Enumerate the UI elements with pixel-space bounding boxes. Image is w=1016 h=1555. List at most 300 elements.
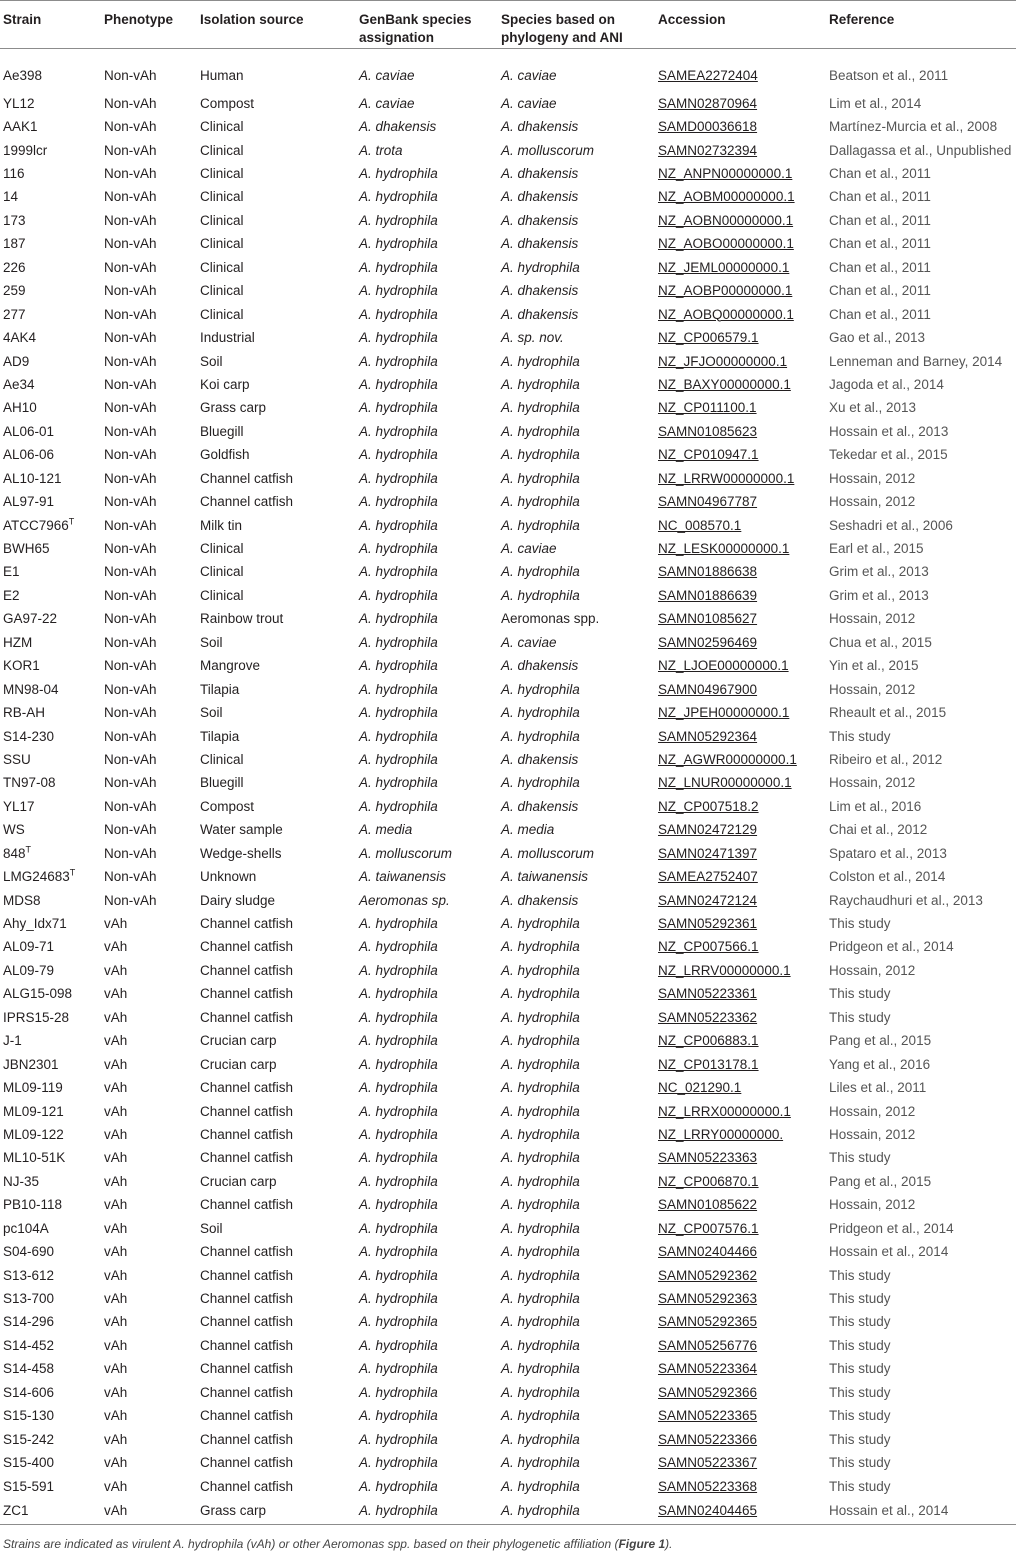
accession-cell[interactable] — [655, 1287, 826, 1310]
genbank-species-cell: A. hydrophila — [359, 236, 438, 252]
accession-link[interactable]: NZ_CP007566.1 — [658, 939, 759, 955]
accession-cell[interactable] — [655, 115, 826, 138]
strain-cell — [0, 514, 101, 537]
accession-link[interactable]: NZ_AOBP00000000.1 — [658, 283, 793, 299]
accession-cell[interactable] — [655, 655, 826, 678]
accession-cell[interactable] — [655, 725, 826, 748]
isolation-source-cell: Soil — [200, 353, 223, 369]
phylogeny-species-cell: A. hydrophila — [501, 423, 580, 439]
strain-cell: AL09-79 — [3, 962, 55, 978]
phylogeny-species-cell: A. hydrophila — [501, 1478, 580, 1494]
accession-link[interactable]: SAMN05223367 — [658, 1455, 758, 1471]
accession-link[interactable]: SAMN02870964 — [658, 95, 758, 111]
accession-cell[interactable] — [655, 1451, 826, 1474]
phylogeny-species-cell: A. hydrophila — [501, 1033, 580, 1049]
phylogeny-species-cell: A. hydrophila — [501, 517, 580, 533]
accession-cell[interactable] — [655, 537, 826, 560]
strain-cell: 173 — [3, 212, 26, 228]
reference-cell: Chan et al., 2011 — [829, 212, 931, 228]
accession-link[interactable]: NZ_AOBO00000000.1 — [658, 236, 794, 252]
phenotype-cell: Non-vAh — [104, 283, 157, 299]
isolation-source-cell: Clinical — [200, 236, 244, 252]
accession-link[interactable]: SAMN04967900 — [658, 681, 758, 697]
table-row — [0, 819, 1016, 842]
genbank-species-cell: A. hydrophila — [359, 494, 438, 510]
phenotype-cell: vAh — [104, 1337, 128, 1353]
phenotype-cell: Non-vAh — [104, 259, 157, 275]
phenotype-cell: vAh — [104, 1455, 128, 1471]
isolation-source-cell: Channel catfish — [200, 939, 294, 955]
table-row — [0, 1170, 1016, 1193]
header-strain: Strain — [0, 1, 101, 49]
strain-cell: J-1 — [3, 1033, 22, 1049]
phenotype-cell: Non-vAh — [104, 658, 157, 674]
accession-cell[interactable] — [655, 467, 826, 490]
header-reference: Reference — [826, 1, 1016, 49]
accession-link[interactable]: SAMN02471397 — [658, 845, 758, 861]
accession-cell[interactable] — [655, 209, 826, 232]
accession-link[interactable]: SAMN05292365 — [658, 1314, 758, 1330]
reference-cell: Yin et al., 2015 — [829, 658, 919, 674]
genbank-species-cell: A. hydrophila — [359, 1455, 438, 1471]
phylogeny-species-cell: A. hydrophila — [501, 1384, 580, 1400]
accession-cell[interactable] — [655, 701, 826, 724]
phylogeny-species-cell: A. dhakensis — [501, 283, 579, 299]
accession-link[interactable]: SAMN05256776 — [658, 1337, 758, 1353]
accession-cell[interactable] — [655, 186, 826, 209]
header-accession: Accession — [655, 1, 826, 49]
accession-link[interactable]: SAMN02732394 — [658, 142, 758, 158]
accession-link[interactable]: NZ_LRRY00000000. — [658, 1126, 784, 1142]
phylogeny-species-cell: A. hydrophila — [501, 775, 580, 791]
accession-cell[interactable] — [655, 1240, 826, 1263]
table-row — [0, 115, 1016, 138]
phylogeny-species-cell: A. hydrophila — [501, 1103, 580, 1119]
accession-link[interactable]: SAMN02404465 — [658, 1503, 758, 1519]
reference-cell: Tekedar et al., 2015 — [829, 447, 948, 463]
accession-cell[interactable] — [655, 444, 826, 467]
reference-cell: This study — [829, 1150, 891, 1166]
accession-cell[interactable] — [655, 326, 826, 349]
genbank-species-cell: A. hydrophila — [359, 1478, 438, 1494]
accession-cell[interactable] — [655, 1217, 826, 1240]
phylogeny-species-cell: A. hydrophila — [501, 681, 580, 697]
accession-cell[interactable] — [655, 584, 826, 607]
reference-cell: This study — [829, 1478, 891, 1494]
accession-link[interactable]: NZ_LRRV00000000.1 — [658, 962, 791, 978]
accession-link[interactable]: SAMN01886638 — [658, 564, 758, 580]
accession-cell[interactable] — [655, 256, 826, 279]
accession-link[interactable]: NZ_AGWR00000000.1 — [658, 751, 797, 767]
accession-link[interactable]: SAMEA2272404 — [658, 67, 758, 83]
accession-link[interactable]: NC_008570.1 — [658, 517, 742, 533]
accession-cell[interactable] — [655, 912, 826, 935]
isolation-source-cell: Channel catfish — [200, 962, 294, 978]
reference-cell: Chai et al., 2012 — [829, 822, 928, 838]
accession-cell[interactable] — [655, 1405, 826, 1428]
phylogeny-species-cell: A. hydrophila — [501, 400, 580, 416]
genbank-species-cell: A. trota — [359, 142, 403, 158]
table-row — [0, 959, 1016, 982]
genbank-species-cell: A. media — [359, 822, 413, 838]
accession-link[interactable]: NZ_AOBM00000000.1 — [658, 189, 795, 205]
isolation-source-cell: Clinical — [200, 259, 244, 275]
isolation-source-cell: Tilapia — [200, 681, 240, 697]
accession-cell[interactable] — [655, 1475, 826, 1498]
isolation-source-cell: Grass carp — [200, 400, 267, 416]
isolation-source-cell: Crucian carp — [200, 1033, 277, 1049]
accession-cell[interactable] — [655, 1076, 826, 1099]
accession-link[interactable]: SAMN05223368 — [658, 1478, 758, 1494]
isolation-source-cell: Crucian carp — [200, 1056, 277, 1072]
isolation-source-cell: Channel catfish — [200, 1314, 294, 1330]
genbank-species-cell: A. hydrophila — [359, 541, 438, 557]
phylogeny-species-cell: A. hydrophila — [501, 986, 580, 1002]
reference-cell: Chua et al., 2015 — [829, 634, 932, 650]
genbank-species-cell: A. hydrophila — [359, 259, 438, 275]
phylogeny-species-cell: A. hydrophila — [501, 564, 580, 580]
phenotype-cell: Non-vAh — [104, 775, 157, 791]
isolation-source-cell: Clinical — [200, 306, 244, 322]
accession-cell[interactable] — [655, 303, 826, 326]
phylogeny-species-cell: A. hydrophila — [501, 1337, 580, 1353]
accession-link[interactable]: SAMN04967787 — [658, 494, 758, 510]
phylogeny-species-cell: A. hydrophila — [501, 1126, 580, 1142]
accession-cell[interactable] — [655, 139, 826, 162]
accession-cell[interactable] — [655, 631, 826, 654]
phenotype-cell: vAh — [104, 1220, 128, 1236]
phylogeny-species-cell: A. hydrophila — [501, 353, 580, 369]
accession-link[interactable]: NZ_CP006870.1 — [658, 1173, 759, 1189]
accession-link[interactable]: NZ_LRRX00000000.1 — [658, 1103, 791, 1119]
accession-cell[interactable] — [655, 842, 826, 865]
accession-link[interactable]: NZ_ANPN00000000.1 — [658, 166, 793, 182]
accession-cell[interactable] — [655, 1123, 826, 1146]
reference-cell: Chan et al., 2011 — [829, 306, 931, 322]
strain-label: LMG24683 — [3, 869, 70, 885]
genbank-species-cell: A. hydrophila — [359, 1361, 438, 1377]
accession-cell[interactable] — [655, 514, 826, 537]
strain-cell: ML09-119 — [3, 1080, 63, 1096]
isolation-source-cell: Channel catfish — [200, 1126, 294, 1142]
phylogeny-species-cell: A. hydrophila — [501, 447, 580, 463]
phenotype-cell: Non-vAh — [104, 845, 157, 861]
isolation-source-cell: Clinical — [200, 119, 244, 135]
genbank-species-cell: A. hydrophila — [359, 916, 438, 932]
accession-cell[interactable] — [655, 1381, 826, 1404]
genbank-species-cell: A. hydrophila — [359, 1080, 438, 1096]
phylogeny-species-cell: A. hydrophila — [501, 1361, 580, 1377]
table-row — [0, 420, 1016, 443]
table-row — [0, 842, 1016, 865]
phenotype-cell: vAh — [101, 1498, 197, 1525]
isolation-source-cell: Clinical — [200, 587, 244, 603]
phenotype-cell: Non-vAh — [104, 447, 157, 463]
isolation-source-cell: Bluegill — [200, 775, 244, 791]
strain-label: ATCC7966 — [3, 517, 69, 533]
strain-cell: AL06-01 — [3, 423, 55, 439]
table-row — [0, 350, 1016, 373]
accession-cell[interactable] — [655, 1358, 826, 1381]
accession-cell[interactable] — [655, 373, 826, 396]
accession-cell[interactable] — [655, 490, 826, 513]
reference-cell: Beatson et al., 2011 — [829, 67, 949, 83]
table-row — [0, 1475, 1016, 1498]
phylogeny-species-cell: A. hydrophila — [501, 587, 580, 603]
accession-link[interactable]: SAMN05292366 — [658, 1384, 758, 1400]
isolation-source-cell: Rainbow trout — [200, 611, 284, 627]
accession-link[interactable]: SAMN05223361 — [658, 986, 758, 1002]
genbank-species-cell: A. hydrophila — [359, 517, 438, 533]
accession-cell[interactable] — [655, 420, 826, 443]
strain-cell: E1 — [3, 564, 20, 580]
accession-link[interactable]: NC_021290.1 — [658, 1080, 742, 1096]
strain-cell: MN98-04 — [3, 681, 59, 697]
accession-link[interactable]: SAMN05223364 — [658, 1361, 758, 1377]
accession-cell[interactable] — [655, 162, 826, 185]
accession-cell[interactable] — [655, 92, 826, 115]
accession-cell[interactable] — [655, 1100, 826, 1123]
accession-cell[interactable] — [655, 1053, 826, 1076]
accession-link[interactable]: SAMD00036618 — [658, 119, 758, 135]
genbank-species-cell: A. hydrophila — [359, 986, 438, 1002]
strain-cell: S15-400 — [3, 1455, 55, 1471]
accession-link[interactable]: SAMN05292361 — [658, 916, 758, 932]
isolation-source-cell: Clinical — [200, 751, 244, 767]
strain-cell: KOR1 — [3, 658, 40, 674]
phylogeny-species-cell: A. hydrophila — [501, 259, 580, 275]
table-row — [0, 1100, 1016, 1123]
isolation-source-cell: Compost — [200, 95, 255, 111]
phylogeny-species-cell: A. media — [501, 822, 555, 838]
genbank-species-cell: A. hydrophila — [359, 939, 438, 955]
accession-link[interactable]: NZ_LJOE00000000.1 — [658, 658, 789, 674]
phylogeny-species-cell: A. hydrophila — [501, 1314, 580, 1330]
accession-link[interactable]: SAMN02404466 — [658, 1244, 758, 1260]
genbank-species-cell: A. hydrophila — [359, 564, 438, 580]
phylogeny-species-cell: A. hydrophila — [501, 939, 580, 955]
accession-link[interactable]: SAMN01085622 — [658, 1197, 758, 1213]
accession-link[interactable]: SAMN02472124 — [658, 892, 758, 908]
accession-cell[interactable] — [655, 1311, 826, 1334]
accession-cell[interactable] — [655, 936, 826, 959]
reference-cell: Ribeiro et al., 2012 — [829, 751, 943, 767]
accession-link[interactable]: NZ_CP007576.1 — [658, 1220, 759, 1236]
isolation-source-cell: Clinical — [200, 189, 244, 205]
accession-link[interactable]: NZ_BAXY00000000.1 — [658, 376, 791, 392]
isolation-source-cell: Channel catfish — [200, 1291, 294, 1307]
reference-cell: This study — [829, 916, 891, 932]
genbank-species-cell: A. hydrophila — [359, 283, 438, 299]
accession-cell[interactable] — [655, 561, 826, 584]
accession-link[interactable]: NZ_CP011100.1 — [658, 400, 757, 416]
accession-cell[interactable] — [655, 49, 826, 93]
accession-cell[interactable] — [655, 1194, 826, 1217]
accession-link[interactable]: SAMN02472129 — [658, 822, 758, 838]
phylogeny-species-cell: A. hydrophila — [501, 962, 580, 978]
accession-cell[interactable] — [655, 795, 826, 818]
phenotype-cell: Non-vAh — [104, 236, 157, 252]
accession-link[interactable]: NZ_LRRW00000000.1 — [658, 470, 795, 486]
accession-link[interactable]: NZ_CP013178.1 — [658, 1056, 759, 1072]
reference-cell: Hossain et al., 2014 — [829, 1244, 949, 1260]
phylogeny-species-cell: A. hydrophila — [501, 1150, 580, 1166]
accession-link[interactable]: NZ_CP010947.1 — [658, 447, 759, 463]
isolation-source-cell: Channel catfish — [200, 1150, 294, 1166]
phenotype-cell: Non-vAh — [104, 564, 157, 580]
accession-link[interactable]: NZ_LNUR00000000.1 — [658, 775, 792, 791]
phylogeny-species-cell: A. dhakensis — [501, 751, 579, 767]
phylogeny-species-cell: A. hydrophila — [501, 1009, 580, 1025]
strain-cell: 116 — [3, 166, 25, 182]
strain-cell: ML10-51K — [3, 1150, 66, 1166]
accession-link[interactable]: SAMN02596469 — [658, 634, 758, 650]
reference-cell: Hossain, 2012 — [829, 1103, 916, 1119]
accession-cell[interactable] — [655, 1428, 826, 1451]
table-row — [0, 444, 1016, 467]
accession-cell[interactable] — [655, 865, 826, 888]
strain-cell: S13-700 — [3, 1291, 55, 1307]
reference-cell: Hossain, 2012 — [829, 494, 916, 510]
accession-link[interactable]: NZ_CP006883.1 — [658, 1033, 759, 1049]
table-row — [0, 1334, 1016, 1357]
genbank-species-cell: A. hydrophila — [359, 353, 438, 369]
table-row — [0, 1123, 1016, 1146]
accession-link[interactable]: NZ_JEML00000000.1 — [658, 259, 790, 275]
phenotype-cell: Non-vAh — [104, 494, 157, 510]
accession-cell[interactable] — [655, 350, 826, 373]
phylogeny-species-cell: A. hydrophila — [501, 1431, 580, 1447]
phylogeny-species-cell: A. hydrophila — [501, 494, 580, 510]
isolation-source-cell: Channel catfish — [200, 494, 294, 510]
accession-link[interactable]: NZ_JFJO00000000.1 — [658, 353, 788, 369]
phylogeny-species-cell: A. hydrophila — [501, 1267, 580, 1283]
accession-link[interactable]: SAMEA2752407 — [658, 869, 758, 885]
accession-link[interactable]: NZ_LESK00000000.1 — [658, 541, 790, 557]
accession-link[interactable]: NZ_AOBQ00000000.1 — [658, 306, 794, 322]
accession-cell[interactable] — [655, 1170, 826, 1193]
genbank-species-cell: A. hydrophila — [359, 775, 438, 791]
accession-link[interactable]: SAMN01085627 — [658, 611, 758, 627]
accession-cell[interactable] — [655, 1334, 826, 1357]
phylogeny-species-cell: A. hydrophila — [501, 1455, 580, 1471]
accession-cell[interactable] — [655, 608, 826, 631]
isolation-source-cell: Soil — [200, 1220, 223, 1236]
genbank-species-cell: A. hydrophila — [359, 1244, 438, 1260]
table-row — [0, 1405, 1016, 1428]
strain-cell: S14-230 — [3, 728, 55, 744]
phylogeny-species-cell: A. hydrophila — [501, 1173, 580, 1189]
accession-link[interactable]: NZ_CP006579.1 — [658, 330, 759, 346]
reference-cell: This study — [829, 1267, 891, 1283]
genbank-species-cell: A. hydrophila — [359, 1150, 438, 1166]
accession-link[interactable]: SAMN01085623 — [658, 423, 758, 439]
phenotype-cell: Non-vAh — [104, 541, 157, 557]
isolation-source-cell: Koi carp — [200, 376, 250, 392]
accession-link[interactable]: SAMN05292364 — [658, 728, 758, 744]
isolation-source-cell: Clinical — [200, 142, 244, 158]
phylogeny-species-cell: A. hydrophila — [501, 376, 580, 392]
table-row — [0, 912, 1016, 935]
phenotype-cell: Non-vAh — [104, 822, 157, 838]
phenotype-cell: Non-vAh — [104, 892, 157, 908]
accession-link[interactable]: SAMN05223363 — [658, 1150, 758, 1166]
phenotype-cell: vAh — [104, 962, 128, 978]
phenotype-cell: Non-vAh — [104, 212, 157, 228]
phenotype-cell: Non-vAh — [104, 400, 157, 416]
strain-cell: S14-458 — [3, 1361, 55, 1377]
reference-cell: Hossain, 2012 — [829, 1197, 916, 1213]
table-row — [0, 303, 1016, 326]
isolation-source-cell: Channel catfish — [200, 1244, 294, 1260]
strain-cell: AL97-91 — [3, 494, 55, 510]
accession-link[interactable]: NZ_AOBN00000000.1 — [658, 212, 794, 228]
reference-cell: This study — [829, 1431, 891, 1447]
accession-cell[interactable] — [655, 1264, 826, 1287]
accession-cell[interactable] — [655, 280, 826, 303]
accession-cell[interactable] — [655, 1147, 826, 1170]
table-row — [0, 1264, 1016, 1287]
reference-cell: Pridgeon et al., 2014 — [829, 1220, 954, 1236]
accession-cell[interactable] — [655, 1006, 826, 1029]
phylogeny-species-cell: A. dhakensis — [501, 306, 579, 322]
phylogeny-species-cell: A. dhakensis — [501, 166, 579, 182]
phenotype-cell: Non-vAh — [104, 705, 157, 721]
reference-cell: Hossain et al., 2014 — [826, 1498, 1016, 1525]
accession-cell[interactable] — [655, 959, 826, 982]
strain-cell: MDS8 — [3, 892, 41, 908]
genbank-species-cell: A. hydrophila — [359, 330, 438, 346]
accession-link[interactable]: SAMN05292363 — [658, 1291, 758, 1307]
phenotype-cell: Non-vAh — [104, 470, 157, 486]
accession-link[interactable]: SAMN01886639 — [658, 587, 758, 603]
accession-cell[interactable] — [655, 1498, 826, 1525]
table-row — [0, 233, 1016, 256]
reference-cell: This study — [829, 1314, 891, 1330]
accession-cell[interactable] — [655, 889, 826, 912]
reference-cell: Hossain, 2012 — [829, 962, 916, 978]
table-row — [0, 162, 1016, 185]
genbank-species-cell: A. hydrophila — [359, 423, 438, 439]
accession-cell[interactable] — [655, 819, 826, 842]
isolation-source-cell: Soil — [200, 705, 223, 721]
strain-cell: WS — [3, 822, 25, 838]
header-isolation-source: Isolation source — [197, 1, 356, 49]
accession-cell[interactable] — [655, 397, 826, 420]
reference-cell: This study — [829, 728, 891, 744]
genbank-species-cell: A. hydrophila — [359, 1408, 438, 1424]
strain-cell: GA97-22 — [3, 611, 58, 627]
accession-cell[interactable] — [655, 983, 826, 1006]
table-row — [0, 608, 1016, 631]
isolation-source-cell: Dairy sludge — [200, 892, 276, 908]
accession-link[interactable]: NZ_JPEH00000000.1 — [658, 705, 790, 721]
accession-cell[interactable] — [655, 1030, 826, 1053]
accession-cell[interactable] — [655, 772, 826, 795]
accession-link[interactable]: NZ_CP007518.2 — [658, 798, 759, 814]
accession-link[interactable]: SAMN05223365 — [658, 1408, 758, 1424]
accession-link[interactable]: SAMN05292362 — [658, 1267, 758, 1283]
accession-link[interactable]: SAMN05223366 — [658, 1431, 758, 1447]
accession-cell[interactable] — [655, 233, 826, 256]
accession-link[interactable]: SAMN05223362 — [658, 1009, 758, 1025]
reference-cell: This study — [829, 1361, 891, 1377]
footnote-text: Strains are indicated as virulent A. hydrophila (vAh) or other Aeromonas spp. based on their phylogenetic affiliation ( — [3, 1537, 619, 1551]
figure-reference-link[interactable]: Figure 1 — [618, 1537, 666, 1551]
table-row — [0, 1358, 1016, 1381]
accession-cell[interactable] — [655, 678, 826, 701]
accession-cell[interactable] — [655, 748, 826, 771]
